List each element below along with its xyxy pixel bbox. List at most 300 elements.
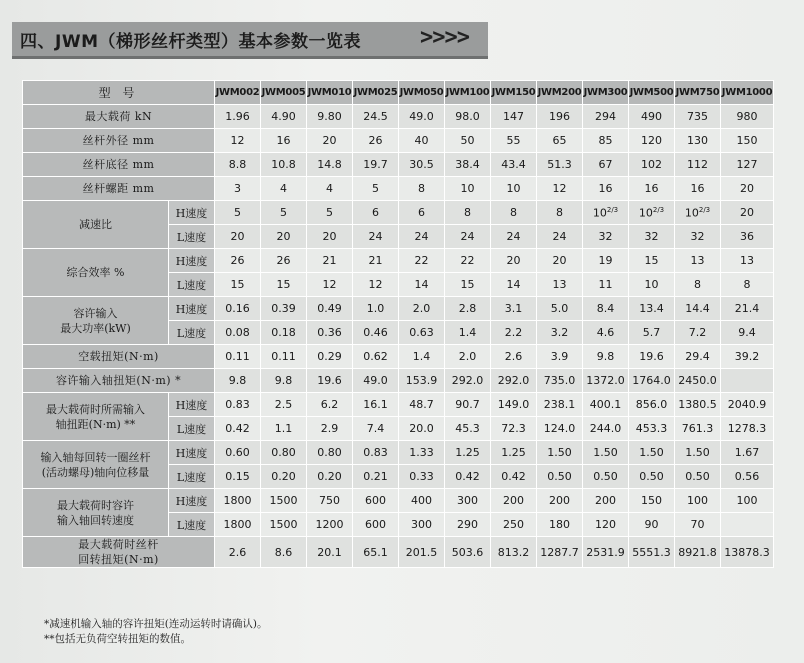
value-cell: 20 (307, 225, 353, 249)
value-cell: 0.63 (399, 321, 445, 345)
group-label (23, 489, 169, 537)
value-cell: 0.42 (445, 465, 491, 489)
value-cell: 39.2 (721, 345, 774, 369)
value-cell: 1.1 (261, 417, 307, 441)
value-cell: 72.3 (491, 417, 537, 441)
value-cell: 0.18 (261, 321, 307, 345)
table-row (23, 249, 774, 273)
value-cell: 20 (721, 201, 774, 225)
value-cell: 29.4 (675, 345, 721, 369)
section-title-bar (12, 22, 488, 59)
value-cell: 1.25 (491, 441, 537, 465)
value-cell: 20 (491, 249, 537, 273)
value-cell (583, 201, 629, 225)
speed-label: L速度 (169, 273, 215, 297)
value-cell: 503.6 (445, 537, 491, 568)
value-cell: 149.0 (491, 393, 537, 417)
group-label-line: 输入轴回转速度 (57, 513, 134, 527)
value-cell: 0.36 (307, 321, 353, 345)
value-cell: 7.4 (353, 417, 399, 441)
value-cell (721, 369, 774, 393)
value-cell: 0.42 (491, 465, 537, 489)
value-cell: 20 (215, 225, 261, 249)
value-cell: 292.0 (491, 369, 537, 393)
value-cell: 124.0 (537, 417, 583, 441)
row-label (23, 537, 215, 568)
value-cell: 0.20 (307, 465, 353, 489)
group-label (23, 249, 169, 297)
value-cell: 10.8 (261, 153, 307, 177)
value-cell: 250 (491, 513, 537, 537)
value-cell: 0.49 (307, 297, 353, 321)
value-cell: 0.83 (353, 441, 399, 465)
value-cell: 0.50 (537, 465, 583, 489)
value-cell: 1.96 (215, 105, 261, 129)
value-integer: 10 (684, 206, 699, 220)
value-cell: 24 (445, 225, 491, 249)
footnote-2: **包括无负荷空转扭矩的数值。 (44, 633, 191, 645)
value-cell: 16 (583, 177, 629, 201)
value-cell: 600 (353, 489, 399, 513)
value-cell: 856.0 (629, 393, 675, 417)
value-cell: 12 (215, 129, 261, 153)
value-cell: 32 (629, 225, 675, 249)
section-title: 四、JWM（梯形丝杆类型）基本参数一览表 (20, 31, 361, 52)
value-cell: 0.42 (215, 417, 261, 441)
value-cell: 15 (629, 249, 675, 273)
value-cell: 19.7 (353, 153, 399, 177)
row-label: 空载扭矩(N·m) (23, 345, 215, 369)
value-cell: 147 (491, 105, 537, 129)
group-label (23, 201, 169, 249)
value-cell: 70 (675, 513, 721, 537)
value-cell: 0.60 (215, 441, 261, 465)
value-cell: 201.5 (399, 537, 445, 568)
value-cell: 2450.0 (675, 369, 721, 393)
value-cell: 0.50 (629, 465, 675, 489)
value-cell: 9.80 (307, 105, 353, 129)
value-cell: 20.0 (399, 417, 445, 441)
parameter-table (22, 80, 774, 568)
value-cell: 22 (399, 249, 445, 273)
value-cell: 12 (537, 177, 583, 201)
value-cell: 120 (629, 129, 675, 153)
value-cell: 21 (307, 249, 353, 273)
value-cell: 55 (491, 129, 537, 153)
header-label: 型 号 (23, 81, 215, 105)
row-label-line: 回转扭矩(N·m) (78, 553, 159, 566)
header-row (23, 81, 774, 105)
value-cell: 2040.9 (721, 393, 774, 417)
value-cell: 4.90 (261, 105, 307, 129)
value-cell: 2.6 (491, 345, 537, 369)
value-cell: 90 (629, 513, 675, 537)
value-cell: 40 (399, 129, 445, 153)
group-label-line: 综合效率 % (66, 266, 125, 279)
table-row (23, 537, 774, 568)
model-header: JWM1000 (721, 81, 774, 105)
table-row (23, 129, 774, 153)
value-cell: 6 (399, 201, 445, 225)
value-cell: 14.4 (675, 297, 721, 321)
value-cell: 5 (307, 201, 353, 225)
value-fraction: 2/3 (606, 205, 619, 214)
value-cell: 0.15 (215, 465, 261, 489)
value-cell: 0.80 (261, 441, 307, 465)
value-cell: 4 (261, 177, 307, 201)
value-cell: 600 (353, 513, 399, 537)
group-label-line: 轴扭距(N·m) ** (55, 417, 136, 431)
value-cell: 9.8 (583, 345, 629, 369)
model-header: JWM005 (261, 81, 307, 105)
value-cell: 196 (537, 105, 583, 129)
value-cell: 813.2 (491, 537, 537, 568)
value-cell: 100 (675, 489, 721, 513)
value-cell: 0.33 (399, 465, 445, 489)
value-cell: 13 (537, 273, 583, 297)
table-row (23, 489, 774, 513)
value-cell: 2.2 (491, 321, 537, 345)
footnote-1: *减速机输入轴的容许扭矩(连动运转时请确认)。 (44, 618, 268, 630)
value-cell: 1500 (261, 513, 307, 537)
value-cell: 12 (307, 273, 353, 297)
value-cell: 244.0 (583, 417, 629, 441)
value-cell: 0.11 (261, 345, 307, 369)
value-cell: 24 (491, 225, 537, 249)
value-cell: 49.0 (399, 105, 445, 129)
value-cell: 1380.5 (675, 393, 721, 417)
model-header: JWM010 (307, 81, 353, 105)
value-cell: 2531.9 (583, 537, 629, 568)
value-cell: 36 (721, 225, 774, 249)
value-cell: 120 (583, 513, 629, 537)
title-arrows: >>>> (420, 25, 469, 50)
value-cell: 5 (215, 201, 261, 225)
value-cell: 200 (491, 489, 537, 513)
value-cell: 6 (353, 201, 399, 225)
value-cell: 8 (399, 177, 445, 201)
value-cell: 100 (721, 489, 774, 513)
value-cell: 0.80 (307, 441, 353, 465)
value-cell: 16 (629, 177, 675, 201)
value-cell: 102 (629, 153, 675, 177)
value-cell: 0.50 (583, 465, 629, 489)
value-cell: 20 (261, 225, 307, 249)
value-cell: 90.7 (445, 393, 491, 417)
value-cell: 1800 (215, 489, 261, 513)
value-cell: 0.11 (215, 345, 261, 369)
value-cell: 8921.8 (675, 537, 721, 568)
value-cell: 0.21 (353, 465, 399, 489)
value-cell: 1764.0 (629, 369, 675, 393)
value-cell: 32 (583, 225, 629, 249)
value-cell: 1.67 (721, 441, 774, 465)
table-row (23, 201, 774, 225)
value-cell: 13.4 (629, 297, 675, 321)
row-label: 容许输入轴扭矩(N·m) * (23, 369, 215, 393)
value-cell: 8 (445, 201, 491, 225)
value-cell: 0.46 (353, 321, 399, 345)
value-cell: 8.6 (261, 537, 307, 568)
model-header: JWM500 (629, 81, 675, 105)
value-cell: 4.6 (583, 321, 629, 345)
group-label-line: 输入轴每回转一圈丝杆 (40, 450, 151, 464)
value-cell: 5 (353, 177, 399, 201)
value-fraction: 2/3 (698, 205, 711, 214)
value-cell (721, 513, 774, 537)
value-cell: 8.4 (583, 297, 629, 321)
value-cell: 5.7 (629, 321, 675, 345)
value-cell: 48.7 (399, 393, 445, 417)
table-row (23, 393, 774, 417)
value-cell: 5551.3 (629, 537, 675, 568)
value-cell: 15 (215, 273, 261, 297)
value-cell: 1.50 (537, 441, 583, 465)
value-cell: 761.3 (675, 417, 721, 441)
value-cell: 1.50 (629, 441, 675, 465)
value-cell: 20 (307, 129, 353, 153)
value-cell: 14 (491, 273, 537, 297)
group-label-line: 最大载荷时容许 (57, 498, 134, 512)
value-cell: 1287.7 (537, 537, 583, 568)
speed-label: H速度 (169, 489, 215, 513)
value-cell: 9.8 (261, 369, 307, 393)
value-cell: 1200 (307, 513, 353, 537)
group-label-line: 最大载荷时所需输入 (46, 402, 145, 416)
value-cell: 750 (307, 489, 353, 513)
model-header: JWM750 (675, 81, 721, 105)
value-cell: 6.2 (307, 393, 353, 417)
value-cell: 8 (537, 201, 583, 225)
value-cell: 300 (399, 513, 445, 537)
value-cell: 16 (675, 177, 721, 201)
value-cell: 15 (445, 273, 491, 297)
value-cell: 150 (721, 129, 774, 153)
group-label (23, 297, 169, 345)
value-cell: 21.4 (721, 297, 774, 321)
model-header: JWM002 (215, 81, 261, 105)
value-cell: 50 (445, 129, 491, 153)
value-cell: 51.3 (537, 153, 583, 177)
group-label-line: 容许输入 (73, 306, 118, 320)
speed-label: H速度 (169, 201, 215, 225)
row-label: 最大载荷 kN (23, 105, 215, 129)
value-cell: 490 (629, 105, 675, 129)
speed-label: H速度 (169, 297, 215, 321)
footnotes (44, 617, 267, 647)
value-cell: 13 (675, 249, 721, 273)
value-cell: 5 (261, 201, 307, 225)
value-cell (675, 201, 721, 225)
value-cell: 0.62 (353, 345, 399, 369)
value-cell: 1.4 (399, 345, 445, 369)
group-label (23, 393, 169, 441)
group-label (23, 441, 169, 489)
value-cell: 8 (491, 201, 537, 225)
value-cell: 1.4 (445, 321, 491, 345)
value-cell: 19 (583, 249, 629, 273)
value-cell: 1278.3 (721, 417, 774, 441)
speed-label: H速度 (169, 249, 215, 273)
value-cell: 0.16 (215, 297, 261, 321)
value-cell: 735 (675, 105, 721, 129)
value-cell: 112 (675, 153, 721, 177)
value-cell: 24 (537, 225, 583, 249)
value-cell: 238.1 (537, 393, 583, 417)
value-cell: 1500 (261, 489, 307, 513)
value-cell: 0.50 (675, 465, 721, 489)
value-integer: 10 (592, 206, 607, 220)
value-cell: 3.2 (537, 321, 583, 345)
value-cell: 4 (307, 177, 353, 201)
value-cell: 2.0 (445, 345, 491, 369)
value-cell: 3.1 (491, 297, 537, 321)
value-cell: 20 (721, 177, 774, 201)
row-label: 丝杆螺距 mm (23, 177, 215, 201)
value-cell: 13 (721, 249, 774, 273)
model-header: JWM150 (491, 81, 537, 105)
value-cell: 24 (353, 225, 399, 249)
value-cell: 45.3 (445, 417, 491, 441)
value-cell: 20 (537, 249, 583, 273)
speed-label: L速度 (169, 465, 215, 489)
value-cell: 130 (675, 129, 721, 153)
group-label-line: 减速比 (79, 218, 112, 231)
value-cell: 1.50 (583, 441, 629, 465)
value-cell: 1.25 (445, 441, 491, 465)
value-cell: 400 (399, 489, 445, 513)
model-header: JWM200 (537, 81, 583, 105)
value-cell: 127 (721, 153, 774, 177)
value-cell: 15 (261, 273, 307, 297)
value-cell: 180 (537, 513, 583, 537)
value-fraction: 2/3 (652, 205, 665, 214)
value-cell: 2.5 (261, 393, 307, 417)
value-cell: 16.1 (353, 393, 399, 417)
table-row (23, 153, 774, 177)
value-cell: 7.2 (675, 321, 721, 345)
row-label: 丝杆外径 mm (23, 129, 215, 153)
table-row (23, 345, 774, 369)
value-cell: 14.8 (307, 153, 353, 177)
value-cell: 294 (583, 105, 629, 129)
value-cell (629, 201, 675, 225)
value-cell: 2.0 (399, 297, 445, 321)
value-cell: 1372.0 (583, 369, 629, 393)
value-cell: 67 (583, 153, 629, 177)
value-cell: 21 (353, 249, 399, 273)
speed-label: L速度 (169, 225, 215, 249)
model-header: JWM100 (445, 81, 491, 105)
table-row (23, 177, 774, 201)
value-cell: 65 (537, 129, 583, 153)
value-cell: 292.0 (445, 369, 491, 393)
value-cell: 24 (399, 225, 445, 249)
group-label-line: 最大功率(kW) (60, 321, 131, 335)
value-cell: 9.8 (215, 369, 261, 393)
value-cell: 8 (675, 273, 721, 297)
value-cell: 0.29 (307, 345, 353, 369)
value-cell: 38.4 (445, 153, 491, 177)
value-cell: 85 (583, 129, 629, 153)
value-cell: 98.0 (445, 105, 491, 129)
value-cell: 8.8 (215, 153, 261, 177)
group-label-line: (活动螺母)轴向位移量 (41, 465, 150, 479)
value-cell: 19.6 (307, 369, 353, 393)
value-cell: 290 (445, 513, 491, 537)
value-cell: 9.4 (721, 321, 774, 345)
table-row (23, 297, 774, 321)
value-cell: 3.9 (537, 345, 583, 369)
value-cell: 1800 (215, 513, 261, 537)
speed-label: H速度 (169, 441, 215, 465)
table-row (23, 105, 774, 129)
value-cell: 49.0 (353, 369, 399, 393)
value-cell: 65.1 (353, 537, 399, 568)
value-cell: 980 (721, 105, 774, 129)
value-cell: 14 (399, 273, 445, 297)
value-cell: 10 (629, 273, 675, 297)
value-cell: 43.4 (491, 153, 537, 177)
value-cell: 3 (215, 177, 261, 201)
speed-label: L速度 (169, 417, 215, 441)
value-cell: 11 (583, 273, 629, 297)
value-cell: 2.8 (445, 297, 491, 321)
value-cell: 1.0 (353, 297, 399, 321)
model-header: JWM025 (353, 81, 399, 105)
value-cell: 0.83 (215, 393, 261, 417)
value-cell: 12 (353, 273, 399, 297)
model-header: JWM050 (399, 81, 445, 105)
value-cell: 19.6 (629, 345, 675, 369)
row-label: 丝杆底径 mm (23, 153, 215, 177)
value-cell: 22 (445, 249, 491, 273)
value-cell: 26 (215, 249, 261, 273)
value-integer: 10 (638, 206, 653, 220)
value-cell: 1.50 (675, 441, 721, 465)
value-cell: 200 (583, 489, 629, 513)
value-cell: 153.9 (399, 369, 445, 393)
value-cell: 5.0 (537, 297, 583, 321)
model-header: JWM300 (583, 81, 629, 105)
value-cell: 26 (353, 129, 399, 153)
value-cell: 30.5 (399, 153, 445, 177)
table-row (23, 369, 774, 393)
value-cell: 735.0 (537, 369, 583, 393)
speed-label: H速度 (169, 393, 215, 417)
value-cell: 1.33 (399, 441, 445, 465)
value-cell: 8 (721, 273, 774, 297)
value-cell: 20.1 (307, 537, 353, 568)
value-cell: 400.1 (583, 393, 629, 417)
value-cell: 200 (537, 489, 583, 513)
value-cell: 10 (491, 177, 537, 201)
value-cell: 26 (261, 249, 307, 273)
value-cell: 32 (675, 225, 721, 249)
value-cell: 0.08 (215, 321, 261, 345)
value-cell: 2.6 (215, 537, 261, 568)
row-label-line: 最大载荷时丝杆 (78, 538, 159, 551)
value-cell: 24.5 (353, 105, 399, 129)
value-cell: 16 (261, 129, 307, 153)
table-row (23, 441, 774, 465)
value-cell: 13878.3 (721, 537, 774, 568)
value-cell: 2.9 (307, 417, 353, 441)
value-cell: 150 (629, 489, 675, 513)
value-cell: 10 (445, 177, 491, 201)
value-cell: 0.56 (721, 465, 774, 489)
value-cell: 0.39 (261, 297, 307, 321)
